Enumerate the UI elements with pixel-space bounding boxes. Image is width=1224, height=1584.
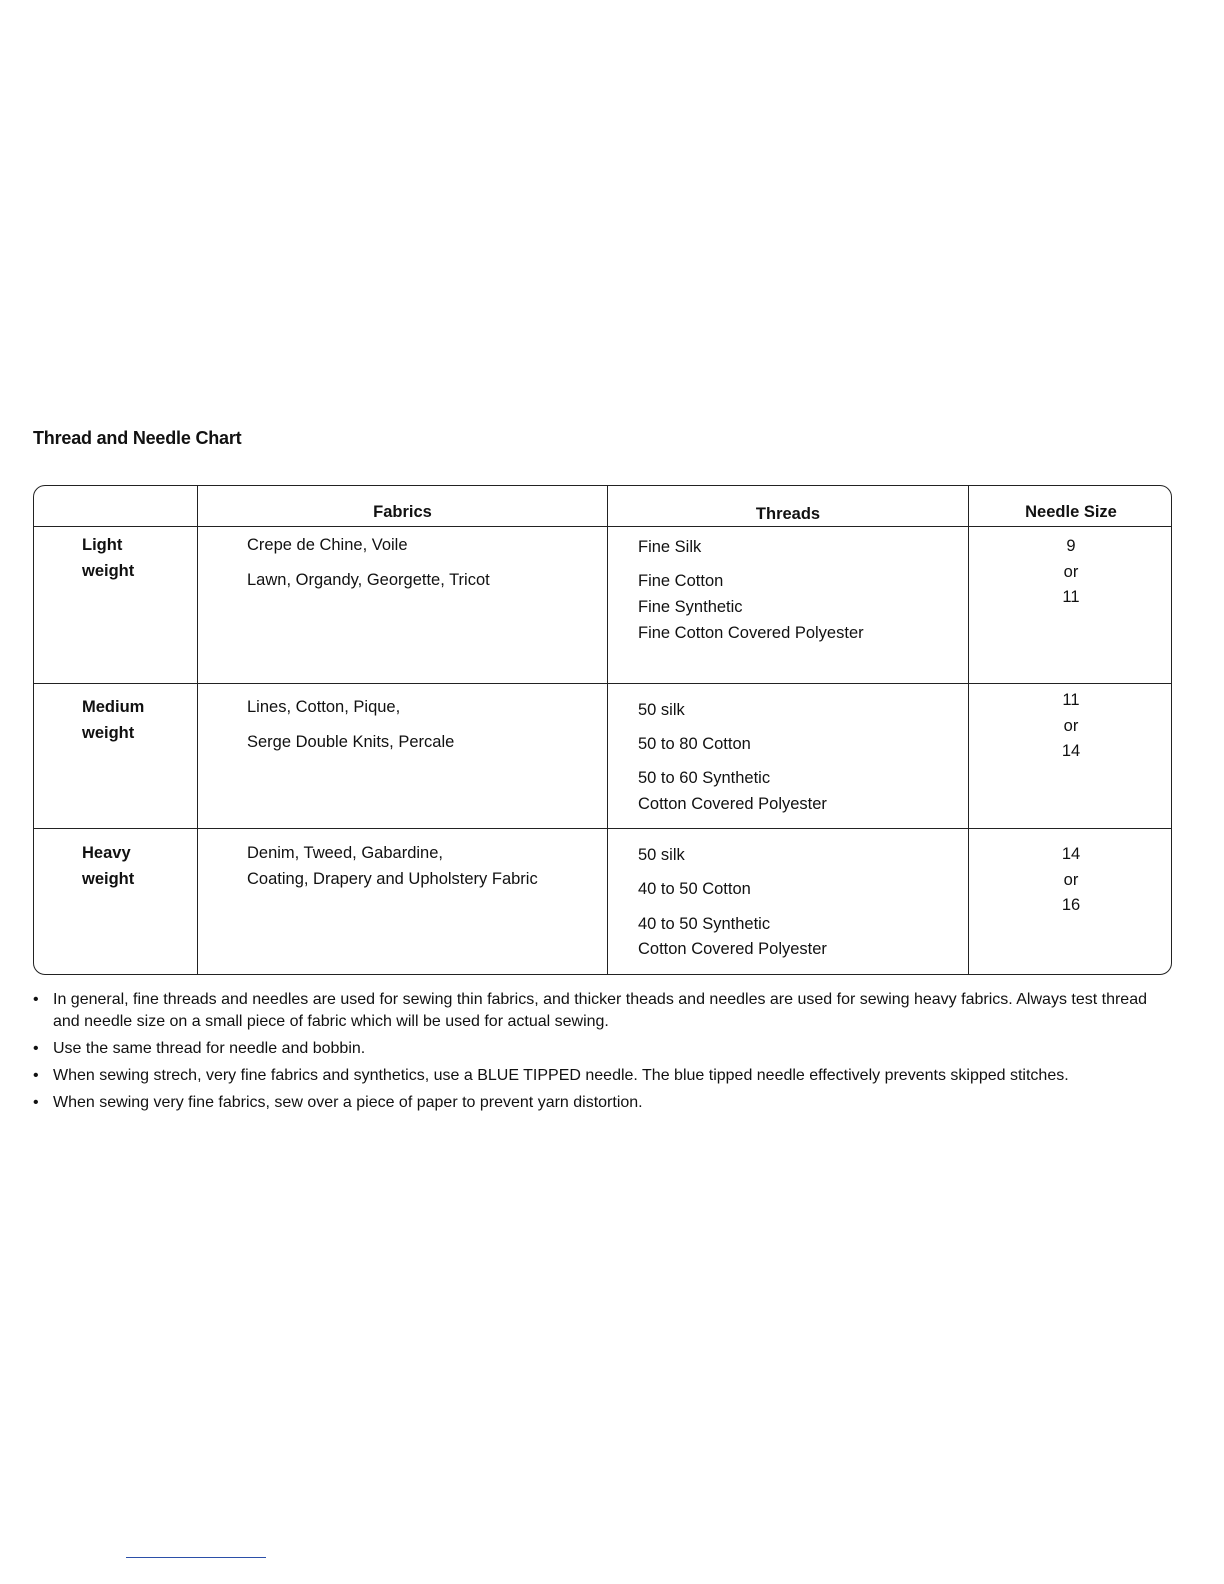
note-text: When sewing strech, very fine fabrics and synthetics, use a BLUE TIPPED needle. The blue tipped needle effectively prevents skipped stitches. <box>53 1067 1069 1084</box>
thread-text: Fine Cotton <box>638 572 724 590</box>
thread-text: 50 silk <box>638 701 685 719</box>
needle-size: 14 <box>1061 742 1081 760</box>
fabric-text: Serge Double Knits, Percale <box>247 733 455 751</box>
row-divider <box>34 828 1171 829</box>
row-category: weight <box>82 870 135 888</box>
fabric-text: Lines, Cotton, Pique, <box>247 698 401 716</box>
needle-size: or <box>1063 871 1079 889</box>
row-category: weight <box>82 562 135 580</box>
thread-text: Fine Silk <box>638 538 702 556</box>
needle-size: 9 <box>1066 537 1076 555</box>
note-text: Use the same thread for needle and bobbin. <box>53 1040 366 1057</box>
thread-text: 50 silk <box>638 846 685 864</box>
footer-rule <box>126 1557 266 1558</box>
needle-size: or <box>1063 717 1079 735</box>
page-title: Thread and Needle Chart <box>33 428 242 448</box>
needle-size: 16 <box>1061 896 1081 914</box>
row-category: Light <box>82 536 123 554</box>
bullet-icon: • <box>33 991 39 1008</box>
fabric-text: Crepe de Chine, Voile <box>247 536 408 554</box>
notes-list <box>33 989 1178 1119</box>
fabric-text: Lawn, Organdy, Georgette, Tricot <box>247 571 490 589</box>
thread-text: 50 to 80 Cotton <box>638 735 751 753</box>
list-item <box>33 1065 1178 1087</box>
thread-needle-table <box>33 485 1172 975</box>
header-fabrics: Fabrics <box>373 503 432 521</box>
list-item <box>33 989 1178 1033</box>
thread-text: 40 to 50 Cotton <box>638 880 751 898</box>
bullet-icon: • <box>33 1040 39 1057</box>
header-divider <box>34 526 1171 527</box>
list-item <box>33 1092 1178 1114</box>
list-item <box>33 1038 1178 1060</box>
fabric-text: Coating, Drapery and Upholstery Fabric <box>247 870 538 888</box>
row-divider <box>34 683 1171 684</box>
needle-size: or <box>1063 563 1079 581</box>
bullet-icon: • <box>33 1067 39 1084</box>
row-category: Heavy <box>82 844 131 862</box>
fabric-text: Denim, Tweed, Gabardine, <box>247 844 443 862</box>
needle-size: 11 <box>1062 691 1080 709</box>
needle-size: 11 <box>1062 588 1080 606</box>
column-divider <box>197 486 198 974</box>
thread-text: 50 to 60 Synthetic <box>638 769 771 787</box>
row-category: Medium <box>82 698 145 716</box>
header-threads: Threads <box>755 505 821 523</box>
bullet-icon: • <box>33 1094 39 1111</box>
thread-text: Fine Cotton Covered Polyester <box>638 624 864 642</box>
column-divider <box>607 486 608 974</box>
needle-size: 14 <box>1061 845 1081 863</box>
note-text: When sewing very fine fabrics, sew over a piece of paper to prevent yarn distortion. <box>53 1094 643 1111</box>
thread-text: Cotton Covered Polyester <box>638 940 827 958</box>
header-needle-size: Needle Size <box>1025 503 1117 521</box>
note-text: In general, fine threads and needles are used for sewing thin fabrics, and thicker theads and needles are used for sewing heavy fabrics. Always test thread and needle size on a small piece of fabric which will be used for actual sewing. <box>53 991 1147 1030</box>
thread-text: 40 to 50 Synthetic <box>638 915 771 933</box>
thread-text: Cotton Covered Polyester <box>638 795 827 813</box>
row-category: weight <box>82 724 135 742</box>
thread-text: Fine Synthetic <box>638 598 743 616</box>
